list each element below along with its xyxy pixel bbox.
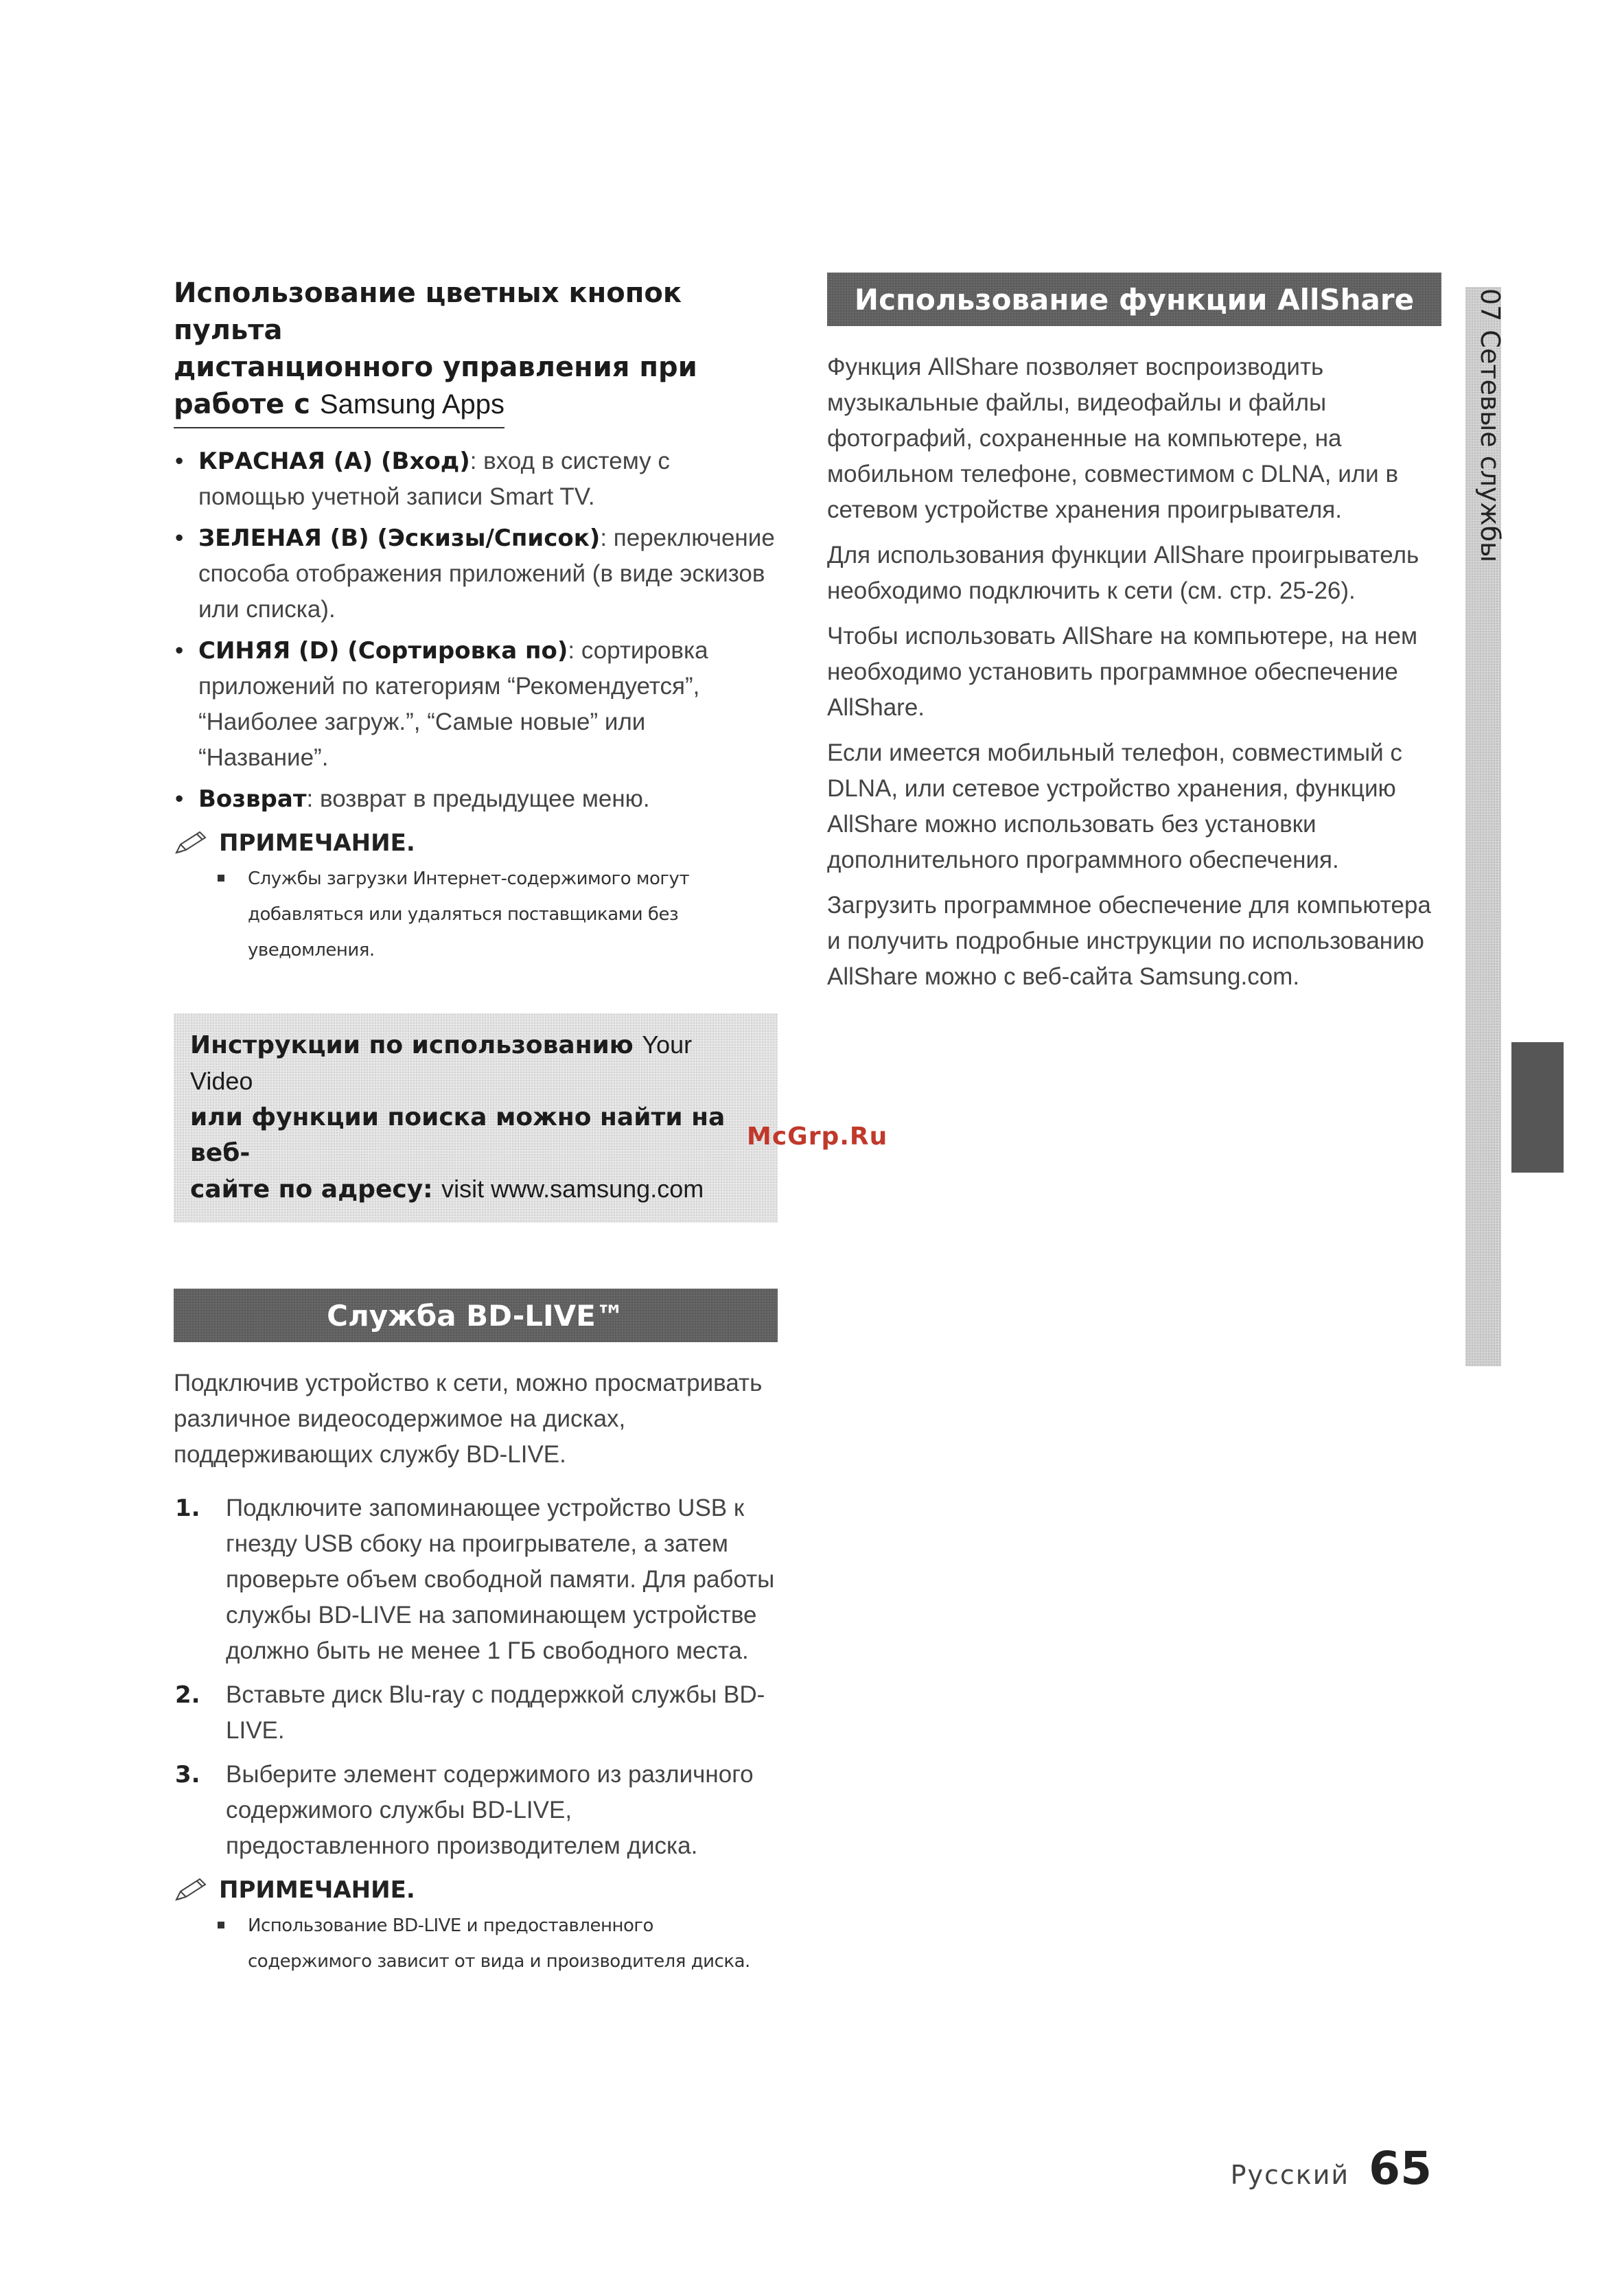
list-item bbox=[174, 444, 778, 515]
footer-language: Русский bbox=[1230, 2160, 1350, 2190]
pencil-note-icon bbox=[174, 829, 211, 857]
allshare-paragraph: Чтобы использовать AllShare на компьютере, на нем необходимо установить программное обеспечение AllShare. bbox=[827, 623, 1418, 721]
allshare-section-header bbox=[827, 273, 1441, 326]
step-text: Подключите запоминающее устройство USB к гнезду USB сбоку на проигрывателе, а затем проверьте объем свободной памяти. Для работы службы BD-LIVE на запоминающем устройстве должно быть не менее 1 ГБ свободного места. bbox=[226, 1495, 775, 1664]
square-bullet-icon bbox=[218, 1922, 224, 1928]
bdlive-steps bbox=[174, 1490, 778, 1864]
apps-title-line3-bold: работе с bbox=[174, 389, 320, 420]
info-line3-bold: сайте по адресу: bbox=[190, 1175, 442, 1204]
bullet-icon: • bbox=[175, 448, 184, 474]
note-heading-text: ПРИМЕЧАНИЕ. bbox=[219, 829, 415, 857]
bdlive-section-header bbox=[174, 1289, 778, 1342]
step-number: 1. bbox=[175, 1495, 200, 1522]
list-item bbox=[174, 1677, 778, 1749]
list-item bbox=[174, 1757, 778, 1864]
chapter-marker bbox=[1511, 1042, 1564, 1173]
right-column bbox=[827, 273, 1441, 1004]
bullet-term: Возврат bbox=[198, 785, 307, 813]
step-text: Выберите элемент содержимого из различного содержимого службы BD-LIVE, предоставленного производителем диска. bbox=[226, 1761, 754, 1859]
bdlive-title: Служба BD-LIVE™ bbox=[327, 1298, 625, 1333]
note-heading-text: ПРИМЕЧАНИЕ. bbox=[219, 1876, 415, 1904]
apps-title-line1: Использование цветных кнопок пульта bbox=[174, 277, 682, 346]
note-line: Использование BD-LIVE и предоставленного bbox=[248, 1915, 653, 1936]
bullet-term: СИНЯЯ (D) (Сортировка по) bbox=[198, 637, 568, 665]
watermark: McGrp.Ru bbox=[747, 1122, 888, 1151]
allshare-paragraph: Загрузить программное обеспечение для компьютера и получить подробные инструкции по использованию AllShare можно с веб-сайта Samsung.com. bbox=[827, 892, 1431, 990]
note-items bbox=[174, 861, 778, 968]
note-item bbox=[218, 861, 778, 968]
bullet-icon: • bbox=[175, 785, 184, 812]
bullet-text: : возврат в предыдущее меню. bbox=[306, 785, 650, 812]
step-number: 2. bbox=[175, 1681, 200, 1709]
chapter-label-text: 07 Сетевые службы bbox=[1475, 288, 1505, 563]
note-heading bbox=[174, 829, 778, 857]
allshare-paragraph: Если имеется мобильный телефон, совместимый с DLNA, или сетевое устройство хранения, функцию AllShare можно использовать без установки дополнительного программного обеспечения. bbox=[827, 739, 1402, 873]
allshare-title: Использование функции AllShare bbox=[854, 282, 1415, 316]
apps-title-line2: дистанционного управления при bbox=[174, 352, 697, 383]
info-line2: или функции поиска можно найти на веб- bbox=[190, 1103, 726, 1167]
pencil-note-icon bbox=[174, 1876, 211, 1904]
note-heading bbox=[174, 1876, 778, 1904]
note-items bbox=[174, 1908, 778, 1979]
note-line: добавляться или удаляться поставщиками без bbox=[248, 904, 679, 925]
info-line1-thin: Your Video bbox=[190, 1030, 693, 1095]
step-text: Вставьте диск Blu-ray с поддержкой службы BD-LIVE. bbox=[226, 1681, 765, 1744]
left-column bbox=[174, 275, 778, 1979]
bullet-text: : сортировка приложений по категориям “Рекомендуется”, “Наиболее загруж.”, “Самые новые” или “Название”. bbox=[198, 637, 708, 771]
note-line: Службы загрузки Интернет-содержимого могут bbox=[248, 868, 690, 889]
page-footer bbox=[1231, 2142, 1432, 2195]
allshare-paragraph: Функция AllShare позволяет воспроизводить музыкальные файлы, видеофайлы и файлы фотографий, сохраненные на компьютере, на мобильном телефоне, совместимом с DLNA, или в сетевом устройстве хранения проигрывателя. bbox=[827, 354, 1399, 523]
note-line: содержимого зависит от вида и производителя диска. bbox=[248, 1951, 750, 1972]
bullet-text: : вход в систему с помощью учетной записи Smart TV. bbox=[198, 448, 670, 510]
step-number: 3. bbox=[175, 1761, 200, 1788]
list-item bbox=[174, 781, 778, 817]
page-number: 65 bbox=[1369, 2142, 1432, 2195]
apps-section-title bbox=[174, 275, 778, 428]
bullet-icon: • bbox=[175, 525, 184, 551]
allshare-body bbox=[827, 349, 1441, 995]
square-bullet-icon bbox=[218, 875, 224, 882]
bullet-text: : переключение способа отображения приложений (в виде эскизов или списка). bbox=[198, 525, 775, 623]
bdlive-intro: Подключив устройство к сети, можно просматривать различное видеосодержимое на дисках, поддерживающих службу BD-LIVE. bbox=[174, 1370, 763, 1468]
apps-title-line3 bbox=[174, 386, 504, 428]
info-box bbox=[174, 1013, 778, 1223]
bullet-term: ЗЕЛЕНАЯ (B) (Эскизы/Список) bbox=[198, 525, 601, 552]
list-item bbox=[174, 520, 778, 627]
note-item bbox=[218, 1908, 778, 1979]
allshare-paragraph: Для использования функции AllShare проигрыватель необходимо подключить к сети (см. стр. 25-26). bbox=[827, 542, 1419, 604]
info-line1-bold: Инструкции по использованию bbox=[190, 1031, 642, 1059]
list-item bbox=[174, 633, 778, 776]
note-line: уведомления. bbox=[248, 940, 375, 960]
apps-title-line3-thin: Samsung Apps bbox=[319, 389, 504, 419]
bullet-icon: • bbox=[175, 637, 184, 664]
chapter-label bbox=[1465, 288, 1520, 769]
list-item bbox=[174, 1490, 778, 1669]
color-buttons-list bbox=[174, 444, 778, 817]
bullet-term: КРАСНАЯ (A) (Вход) bbox=[198, 448, 470, 475]
info-line3-thin: visit www.samsung.com bbox=[441, 1175, 704, 1203]
